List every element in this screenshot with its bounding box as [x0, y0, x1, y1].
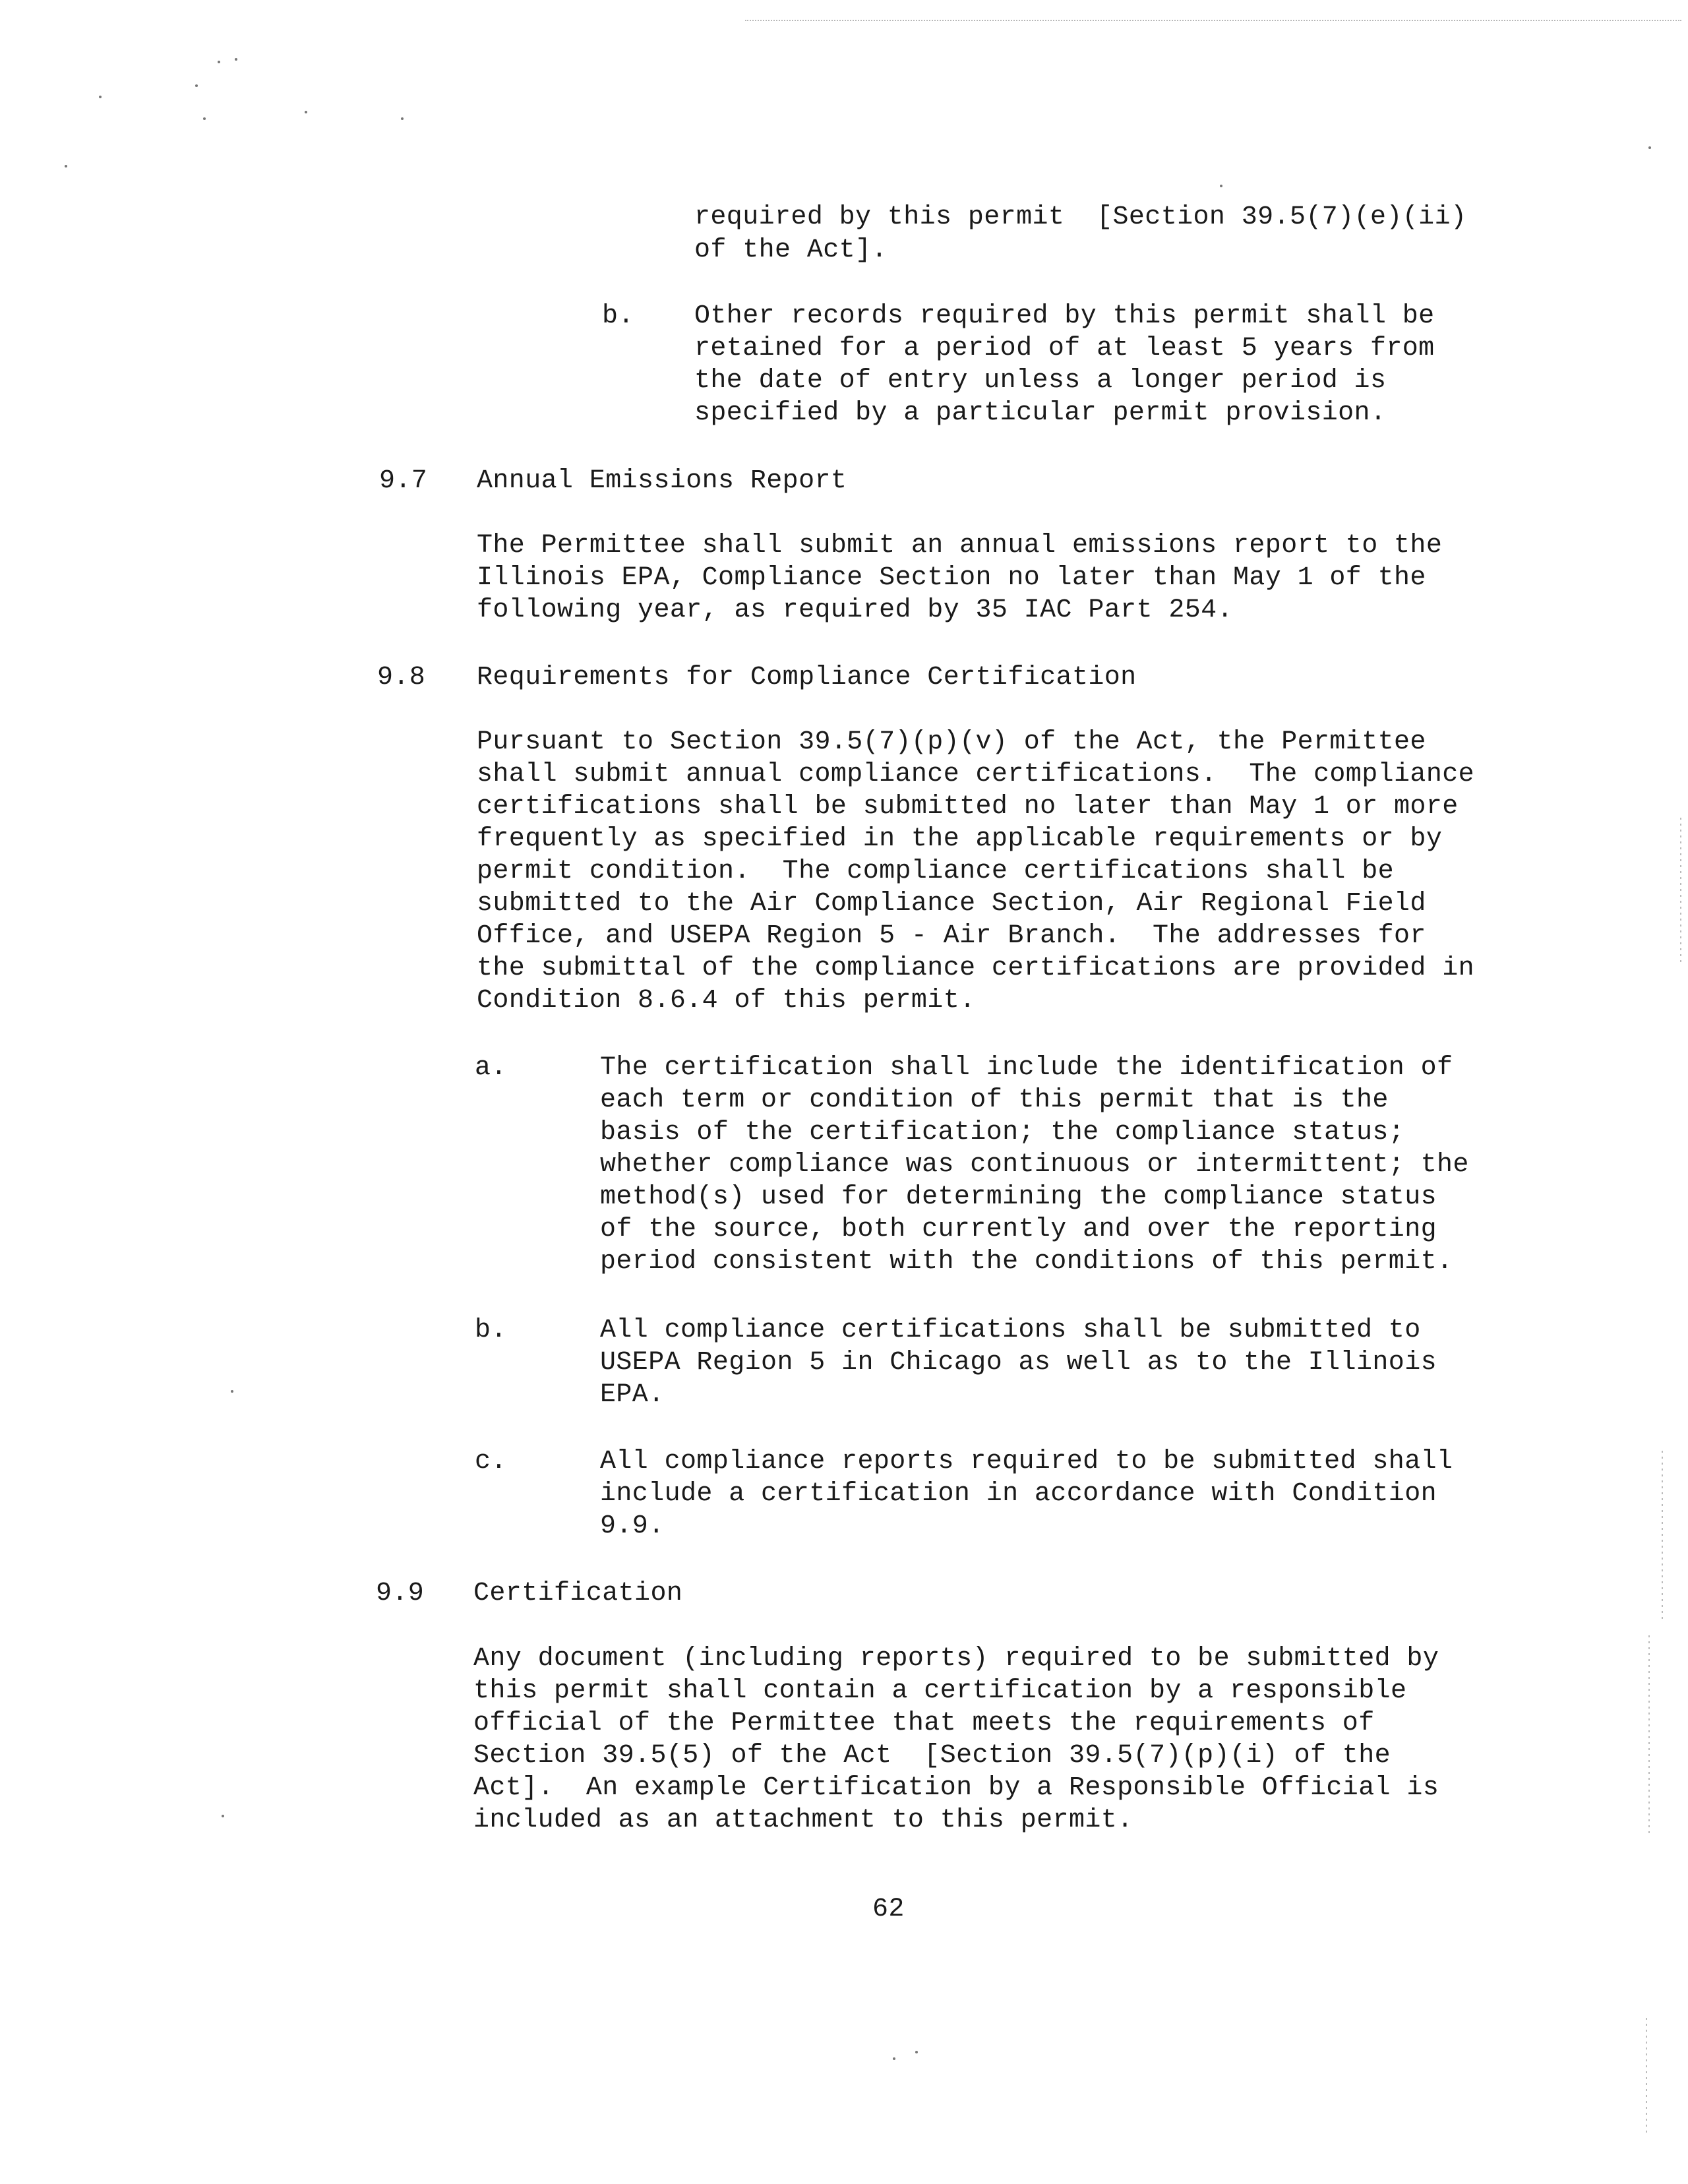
item-line: whether compliance was continuous or intermittent; the — [600, 1150, 1469, 1180]
paragraph-line: official of the Permittee that meets the requirements of — [473, 1709, 1375, 1738]
item-line: method(s) used for determining the compliance status — [600, 1182, 1437, 1212]
section-title: Requirements for Compliance Certification — [477, 663, 1137, 692]
item-marker: a. — [475, 1053, 507, 1083]
continuation-line: of the Act]. — [694, 235, 888, 265]
item-marker: b. — [475, 1316, 507, 1345]
paragraph-line: this permit shall contain a certification by a responsible — [473, 1676, 1407, 1706]
section-number: 9.9 — [376, 1579, 425, 1608]
scan-edge-mark — [1680, 818, 1681, 963]
item-line: EPA. — [600, 1380, 665, 1410]
paragraph-line: The Permittee shall submit an annual emissions report to the — [477, 531, 1443, 561]
item-line: include a certification in accordance with Condition — [600, 1479, 1437, 1509]
scan-speck — [893, 2057, 895, 2060]
paragraph-line: Act]. An example Certification by a Responsible Official is — [473, 1773, 1439, 1803]
paragraph-line: Pursuant to Section 39.5(7)(p)(v) of the Act, the Permittee — [477, 727, 1426, 757]
scan-speck — [1220, 185, 1222, 187]
paragraph-line: frequently as specified in the applicable requirements or by — [477, 824, 1443, 854]
item-line: Other records required by this permit shall be — [694, 301, 1435, 331]
continuation-line: required by this permit [Section 39.5(7)(e)(ii) — [694, 202, 1467, 232]
scan-speck — [401, 117, 404, 120]
section-title: Certification — [473, 1579, 683, 1608]
scan-speck — [235, 58, 237, 61]
paragraph-line: included as an attachment to this permit. — [473, 1805, 1133, 1835]
section-number: 9.8 — [377, 663, 426, 692]
paragraph-line: permit condition. The compliance certifications shall be — [477, 857, 1395, 886]
scan-edge-mark — [1662, 1451, 1663, 1622]
scan-speck — [203, 117, 206, 120]
item-marker: c. — [475, 1447, 507, 1476]
page-number: 62 — [872, 1895, 905, 1924]
item-marker: b. — [602, 301, 634, 331]
paragraph-line: Illinois EPA, Compliance Section no later than May 1 of the — [477, 563, 1426, 593]
item-line: The certification shall include the identification of — [600, 1053, 1453, 1083]
scan-speck — [222, 1815, 224, 1817]
paragraph-line: following year, as required by 35 IAC Part 254. — [477, 595, 1233, 625]
paragraph-line: certifications shall be submitted no later than May 1 or more — [477, 792, 1459, 822]
paragraph-line: shall submit annual compliance certifications. The compliance — [477, 760, 1475, 789]
paragraph-line: Any document (including reports) required to be submitted by — [473, 1644, 1439, 1674]
paragraph-line: submitted to the Air Compliance Section, Air Regional Field — [477, 889, 1426, 919]
paragraph-line: Section 39.5(5) of the Act [Section 39.5(7)(p)(i) of the — [473, 1741, 1391, 1771]
scan-speck — [218, 61, 220, 63]
item-line: retained for a period of at least 5 years from — [694, 334, 1435, 363]
scan-speck — [65, 165, 67, 167]
scan-speck — [305, 111, 307, 113]
scan-speck — [915, 2051, 918, 2053]
scan-edge-mark — [1646, 2018, 1647, 2137]
scan-speck — [99, 96, 102, 98]
item-line: each term or condition of this permit that is the — [600, 1085, 1389, 1115]
item-line: All compliance certifications shall be submitted to — [600, 1316, 1421, 1345]
item-line: 9.9. — [600, 1511, 665, 1541]
scan-edge-mark — [1648, 1635, 1650, 1833]
item-line: basis of the certification; the compliance status; — [600, 1118, 1405, 1147]
item-line: USEPA Region 5 in Chicago as well as to the Illinois — [600, 1348, 1437, 1378]
item-line: period consistent with the conditions of this permit. — [600, 1247, 1453, 1277]
scan-speck — [231, 1390, 233, 1393]
scan-top-rule — [745, 20, 1681, 21]
item-line: All compliance reports required to be submitted shall — [600, 1447, 1453, 1476]
item-line: of the source, both currently and over the reporting — [600, 1215, 1437, 1244]
paragraph-line: Office, and USEPA Region 5 - Air Branch. The addresses for — [477, 921, 1426, 951]
paragraph-line: the submittal of the compliance certifications are provided in — [477, 954, 1475, 983]
item-line: the date of entry unless a longer period is — [694, 366, 1387, 396]
section-number: 9.7 — [379, 466, 428, 496]
scan-speck — [195, 84, 198, 87]
scan-speck — [1648, 146, 1651, 149]
item-line: specified by a particular permit provision. — [694, 398, 1387, 428]
section-title: Annual Emissions Report — [477, 466, 847, 496]
paragraph-line: Condition 8.6.4 of this permit. — [477, 986, 976, 1016]
